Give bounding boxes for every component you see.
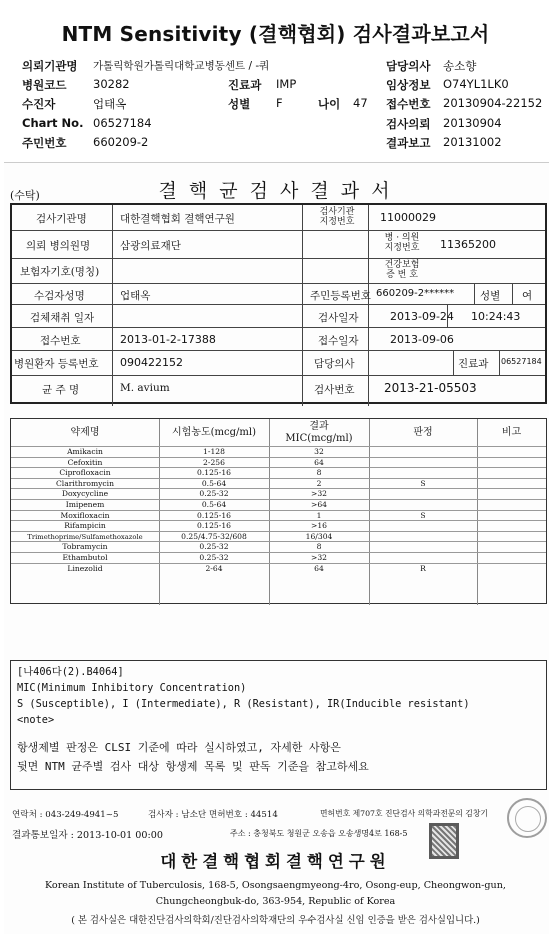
mic-value: 64 xyxy=(314,563,324,573)
test-range: 0.125-16 xyxy=(197,510,231,520)
interpretation: S xyxy=(420,478,426,488)
receipt-date-value: 2013-09-06 xyxy=(390,333,454,346)
table-row xyxy=(11,552,546,563)
institution-value: 가톨릭학원가톨릭대학교병동센트 / -쿼 xyxy=(93,60,270,72)
mic-value: >16 xyxy=(310,521,328,531)
id-label: 주민등록번호 xyxy=(310,290,371,302)
insurance-label: 보험자기호(명칭) xyxy=(20,266,100,278)
sex-value: F xyxy=(276,96,283,110)
hospital-code-label: 병원코드 xyxy=(22,78,67,92)
reported-label: 결과보고 xyxy=(386,136,431,150)
test-no-label: 검사번호 xyxy=(314,384,355,396)
corner-label: (수탁) xyxy=(10,189,40,202)
reported-value: 20131002 xyxy=(443,135,502,149)
doctor-value: 송소향 xyxy=(443,59,477,73)
receipt-label: 접수번호 xyxy=(40,335,81,347)
institute-address-en-2: Chungcheongbuk-do, 363-954, Republic of Korea xyxy=(155,896,396,907)
received-value: 20130904-22152 xyxy=(443,96,543,110)
note-tag: <note> xyxy=(17,714,55,726)
test-range: 0.25-32 xyxy=(199,553,229,562)
note-line-2: 뒷면 NTM 균주별 검사 대상 항생제 목록 및 판독 기준을 참고하세요 xyxy=(17,760,369,773)
drug-name: Amikacin xyxy=(67,447,103,456)
test-range: 2-256 xyxy=(203,457,225,467)
interpretation-legend: S (Susceptible), I (Intermediate), R (Resistant), IR(Inducible resistant) xyxy=(17,698,470,710)
mic-value: 8 xyxy=(316,542,322,552)
license: 면허번호 제707호 진단검사 의학과전문의 김창기 xyxy=(320,809,488,818)
mic-header: 결과 MIC(mcg/ml) xyxy=(285,421,353,444)
sex-label-scan: 성별 xyxy=(480,290,501,302)
table-row xyxy=(11,478,546,489)
clinical-info-value: O74YL1LK0 xyxy=(443,77,509,91)
institution-label: 의뢰기관명 xyxy=(22,59,78,73)
mic-value: >32 xyxy=(310,489,328,499)
table-row xyxy=(11,467,546,478)
mic-value: 1 xyxy=(316,510,322,520)
drug-name: Doxycycline xyxy=(61,489,109,499)
patient-no-label: 병원환자 등록번호 xyxy=(14,358,99,370)
address-ko: 주소 : 충청북도 청원군 오송읍 오송생명4로 168-5 xyxy=(230,829,408,838)
dept-value-scan: 06527184 xyxy=(501,357,542,366)
resident-no-value: 660209-2 xyxy=(93,135,149,149)
report-date: 결과통보일자 : 2013-10-01 00:00 xyxy=(12,830,163,841)
test-range: 1-128 xyxy=(203,447,225,456)
department-label: 진료과 xyxy=(228,78,262,92)
institute-name-ko: 대한결핵협회결핵연구원 xyxy=(160,852,391,871)
mic-value: 8 xyxy=(316,468,322,478)
table-row xyxy=(11,488,546,499)
chart-no-value: 06527184 xyxy=(93,116,152,130)
table-row xyxy=(11,531,546,542)
sex-label: 성별 xyxy=(228,97,251,111)
info-table xyxy=(10,203,547,404)
hosp-no-label: 병 · 의원 지정번호 xyxy=(384,233,420,253)
collect-label: 검체채취 일자 xyxy=(30,312,95,324)
name-label: 수검자성명 xyxy=(34,290,85,302)
drug-name: Imipenem xyxy=(65,500,105,509)
strain-label: 균 주 명 xyxy=(42,384,80,396)
notes-box xyxy=(10,660,547,790)
patient-no-value: 090422152 xyxy=(120,356,183,369)
drug-name: Trimethoprime/Sulfamethoxazole xyxy=(27,532,143,541)
hospital-code-value: 30282 xyxy=(93,77,130,91)
report-title: NTM Sensitivity (결핵협회) 검사결과보고서 xyxy=(61,22,490,46)
received-label: 접수번호 xyxy=(386,97,431,111)
test-range: 2-64 xyxy=(205,563,223,573)
resident-no-label: 주민번호 xyxy=(22,136,67,150)
sex-value-scan: 여 xyxy=(522,290,533,302)
table-row xyxy=(11,446,546,457)
receipt-date-label: 접수일자 xyxy=(318,335,359,347)
scan-title: 결 핵 균 검 사 결 과 서 xyxy=(158,180,393,202)
lab-no-label: 검사기관 지정번호 xyxy=(319,207,355,227)
test-range: 0.25-32 xyxy=(199,489,229,499)
interpretation: R xyxy=(420,563,426,573)
lab-value: 대한결핵협회 결핵연구원 xyxy=(120,213,235,225)
dept-label-scan: 진료과 xyxy=(458,358,489,370)
table-row xyxy=(11,457,546,468)
test-range: 0.25/4.75-32/608 xyxy=(181,531,247,541)
contact: 연락처 : 043-249-4941~5 xyxy=(12,810,119,820)
lab-label: 검사기관명 xyxy=(36,213,87,225)
chart-no-label: Chart No. xyxy=(22,116,84,130)
interp-header: 판정 xyxy=(413,427,433,438)
insurance-no-label: 건강보험 증 번 호 xyxy=(384,260,420,280)
table-row xyxy=(11,520,546,531)
remark-header: 비고 xyxy=(501,427,522,438)
inspector: 검사자 : 남소단 면허번호 : 44514 xyxy=(148,810,278,820)
mic-value: >64 xyxy=(310,500,328,509)
drug-name: Ciprofloxacin xyxy=(59,468,111,478)
drug-name: Ethambutol xyxy=(62,553,108,562)
req-hospital-label: 의뢰 병의원명 xyxy=(26,240,91,252)
test-range: 0.125-16 xyxy=(197,521,231,531)
table-row xyxy=(11,499,546,510)
patient-label: 수진자 xyxy=(22,97,56,111)
drug-header: 약제명 xyxy=(70,427,100,438)
test-range: 0.5-64 xyxy=(201,500,227,509)
interpretation: S xyxy=(420,510,426,520)
id-value: 660209-2****** xyxy=(376,288,455,299)
test-time-value: 10:24:43 xyxy=(471,310,521,323)
form-code: [나406다(2).B4064] xyxy=(17,666,124,678)
mic-value: 32 xyxy=(314,447,324,456)
test-date-value: 2013-09-24 xyxy=(390,310,454,323)
mic-value: 16/304 xyxy=(305,531,333,541)
test-range: 0.25-32 xyxy=(199,542,229,552)
strain-value: M. avium xyxy=(120,382,170,394)
certification-note: ( 본 검사실은 대한진단검사의학회/진단검사의학재단의 우수검사실 신임 인증을 받은 검사실입니다.) xyxy=(71,915,480,926)
req-hospital-value: 삼광의료재단 xyxy=(120,240,181,252)
test-date-label: 검사일자 xyxy=(318,312,359,324)
doctor-label-scan: 담당의사 xyxy=(314,358,355,370)
drug-name: Tobramycin xyxy=(62,542,108,552)
name-value: 업태옥 xyxy=(120,290,151,302)
mic-value: >32 xyxy=(310,553,328,562)
hosp-no-value: 11365200 xyxy=(440,238,496,251)
table-row xyxy=(11,541,546,552)
doctor-label: 담당의사 xyxy=(386,59,431,73)
age-label: 나이 xyxy=(318,97,341,111)
test-range: 0.5-64 xyxy=(201,478,227,488)
table-row xyxy=(11,510,546,521)
patient-value: 업태옥 xyxy=(93,97,127,111)
age-value: 47 xyxy=(353,96,368,110)
drug-name: Moxifloxacin xyxy=(60,510,110,520)
drug-name: Linezolid xyxy=(67,563,103,573)
test-range: 0.125-16 xyxy=(197,468,231,478)
lab-no-value: 11000029 xyxy=(380,211,436,224)
drug-name: Rifampicin xyxy=(64,521,106,531)
requested-value: 20130904 xyxy=(443,116,502,130)
test-no-value: 2013-21-05503 xyxy=(384,381,477,395)
mic-definition: MIC(Minimum Inhibitory Concentration) xyxy=(17,682,247,694)
clinical-info-label: 임상정보 xyxy=(386,78,431,92)
receipt-value: 2013-01-2-17388 xyxy=(120,333,216,346)
requested-label: 검사의뢰 xyxy=(386,117,431,131)
note-line-1: 항생제별 판정은 CLSI 기준에 따라 실시하였고, 자세한 사항은 xyxy=(17,741,341,754)
drug-name: Clarithromycin xyxy=(55,478,115,488)
institute-address-en: Korean Institute of Tuberculosis, 168-5, Osongsaengmyeong-4ro, Osong-eup, Cheongwon-gun, xyxy=(45,880,506,891)
range-header: 시험농도(mcg/ml) xyxy=(172,427,256,438)
table-row xyxy=(11,563,546,574)
department-value: IMP xyxy=(276,77,297,91)
mic-value: 64 xyxy=(314,457,324,467)
round-seal xyxy=(507,798,547,838)
drug-table xyxy=(10,418,547,604)
mic-value: 2 xyxy=(316,478,322,488)
drug-name: Cefoxitin xyxy=(67,457,103,467)
